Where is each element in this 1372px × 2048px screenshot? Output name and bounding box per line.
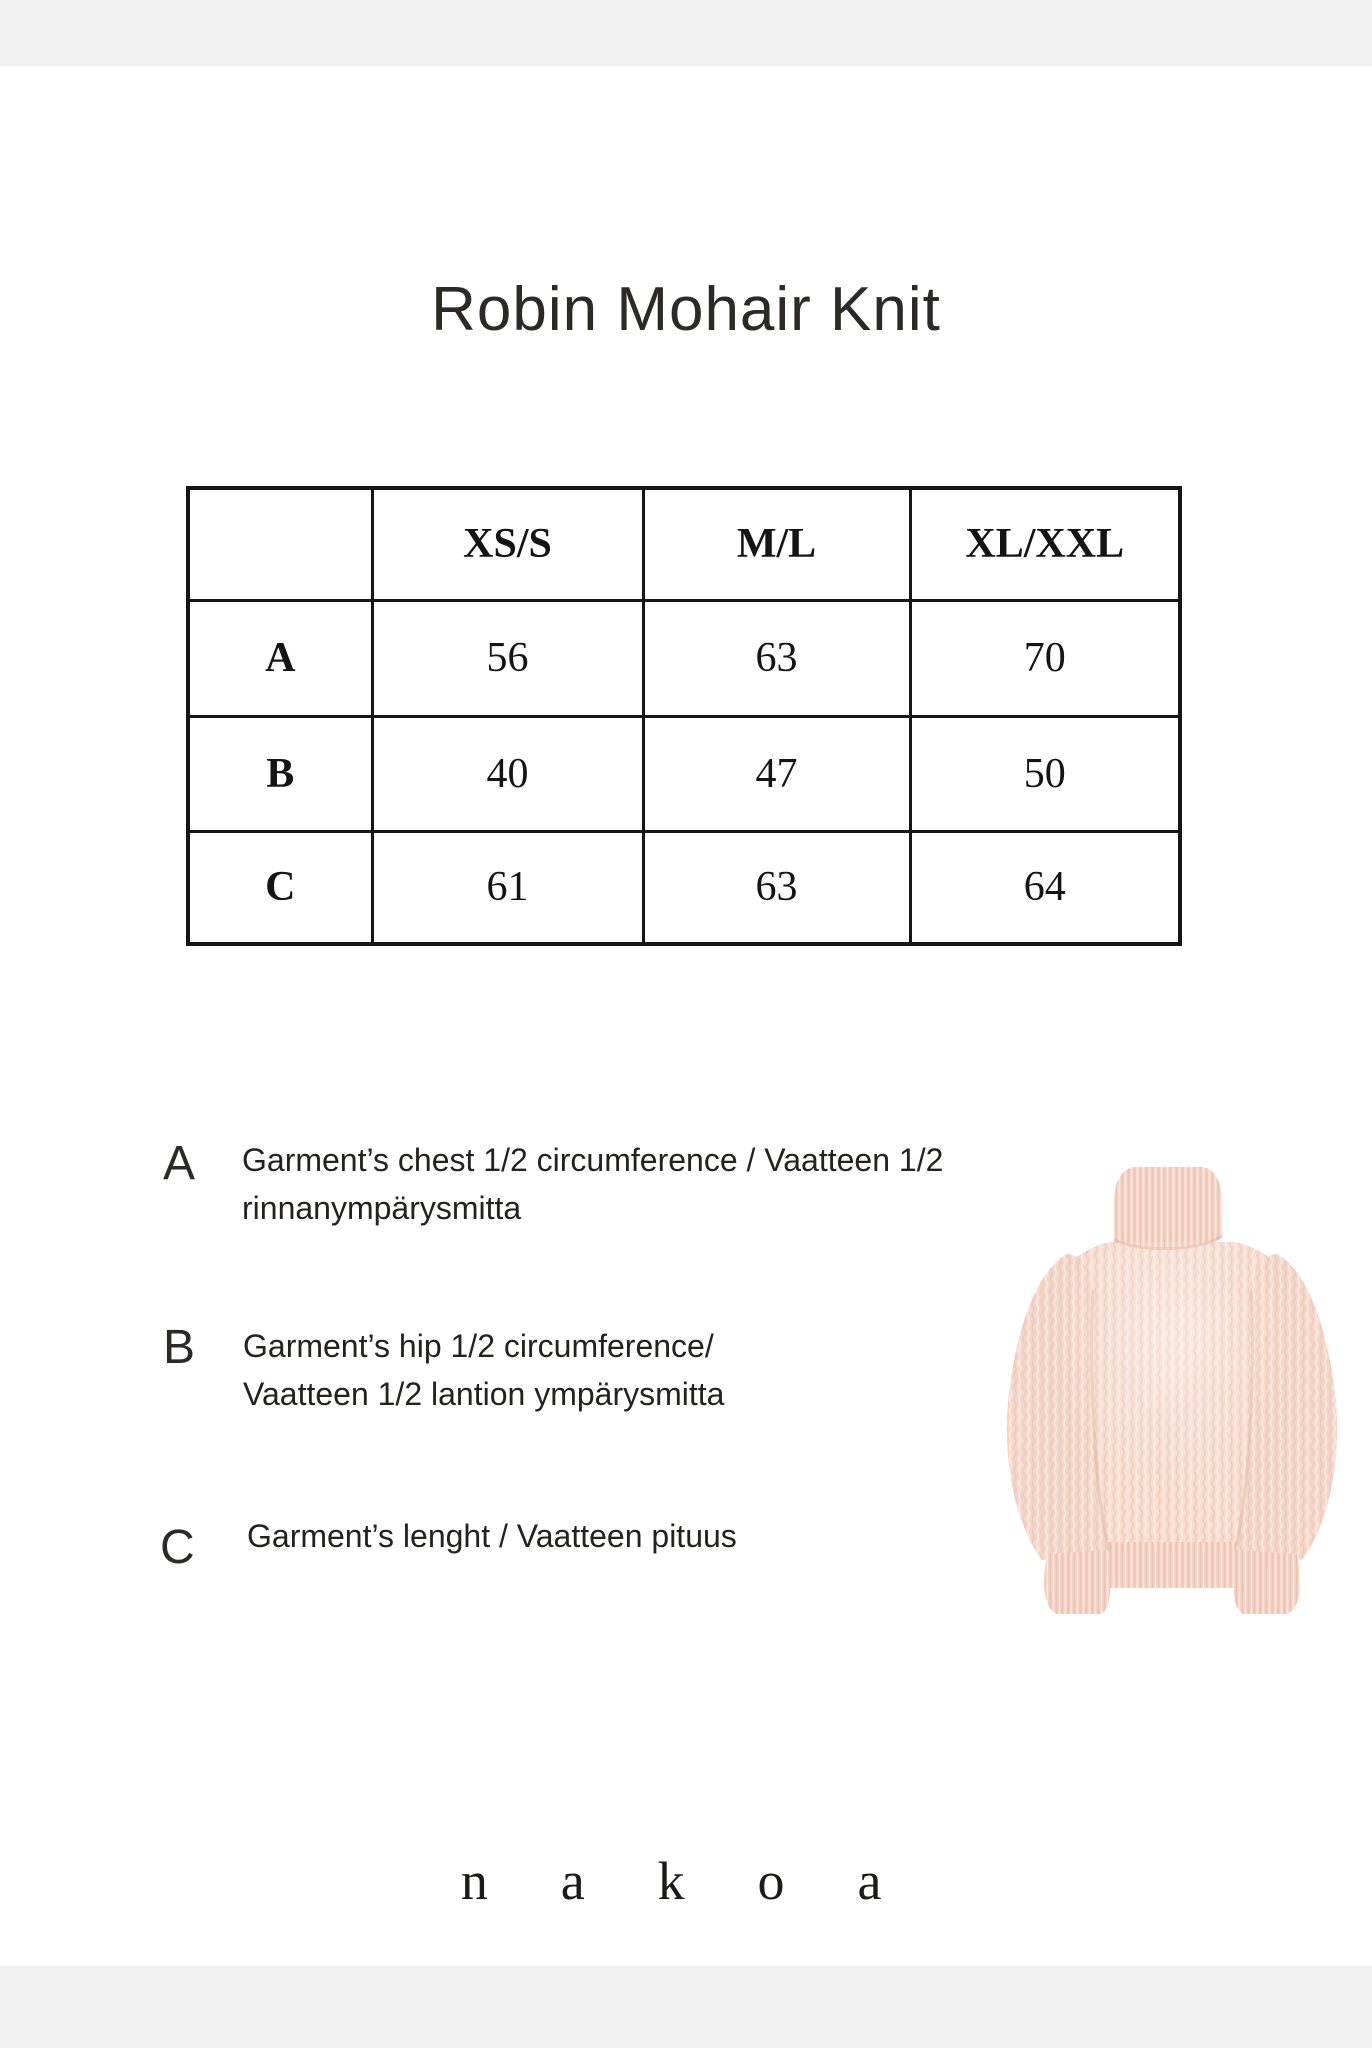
table-header-xl-xxl: XL/XXL bbox=[910, 488, 1180, 600]
table-cell: 61 bbox=[372, 831, 643, 944]
legend-text-line: Garment’s lenght / Vaatteen pituus bbox=[247, 1518, 737, 1554]
legend-text-line: Garment’s hip 1/2 circumference/ bbox=[243, 1328, 714, 1364]
bottom-band bbox=[0, 1966, 1372, 2048]
legend-text-line: rinnanympärysmitta bbox=[242, 1190, 522, 1226]
legend-text-a bbox=[242, 1136, 943, 1232]
table-header-xs-s: XS/S bbox=[372, 488, 643, 600]
sweater-collar bbox=[1114, 1167, 1222, 1250]
size-chart bbox=[186, 486, 1178, 942]
table-header-m-l: M/L bbox=[643, 488, 910, 600]
legend-key-a: A bbox=[163, 1137, 196, 1190]
legend-key-c: C bbox=[160, 1521, 195, 1574]
legend-text-line: Garment’s chest 1/2 circumference / Vaatteen 1/2 bbox=[242, 1142, 944, 1178]
size-chart-table bbox=[186, 486, 1182, 946]
table-row-b bbox=[188, 716, 1180, 831]
table-cell: 64 bbox=[910, 831, 1180, 944]
table-cell: 63 bbox=[643, 831, 910, 944]
table-row-a bbox=[188, 600, 1180, 716]
brand-logo: n a k o a bbox=[460, 1851, 912, 1911]
legend-text-b bbox=[243, 1322, 724, 1418]
sweater-highlight bbox=[1054, 1242, 1292, 1546]
legend-text-c bbox=[247, 1512, 737, 1560]
table-cell: 70 bbox=[910, 600, 1180, 716]
table-cell: 56 bbox=[372, 600, 643, 716]
table-cell: 50 bbox=[910, 716, 1180, 831]
table-header-row bbox=[188, 488, 1180, 600]
table-row-label: C bbox=[188, 831, 372, 944]
table-cell: 63 bbox=[643, 600, 910, 716]
table-row-c bbox=[188, 831, 1180, 944]
table-header-corner bbox=[188, 488, 372, 600]
legend-text-line: Vaatteen 1/2 lantion ympärysmitta bbox=[243, 1376, 725, 1412]
table-cell: 47 bbox=[643, 716, 910, 831]
legend-key-b: B bbox=[163, 1321, 196, 1374]
top-band bbox=[0, 0, 1372, 66]
table-cell: 40 bbox=[372, 716, 643, 831]
page-title: Robin Mohair Knit bbox=[431, 275, 941, 344]
table-row-label: A bbox=[188, 600, 372, 716]
sweater-photo bbox=[995, 1162, 1360, 1620]
table-row-label: B bbox=[188, 716, 372, 831]
